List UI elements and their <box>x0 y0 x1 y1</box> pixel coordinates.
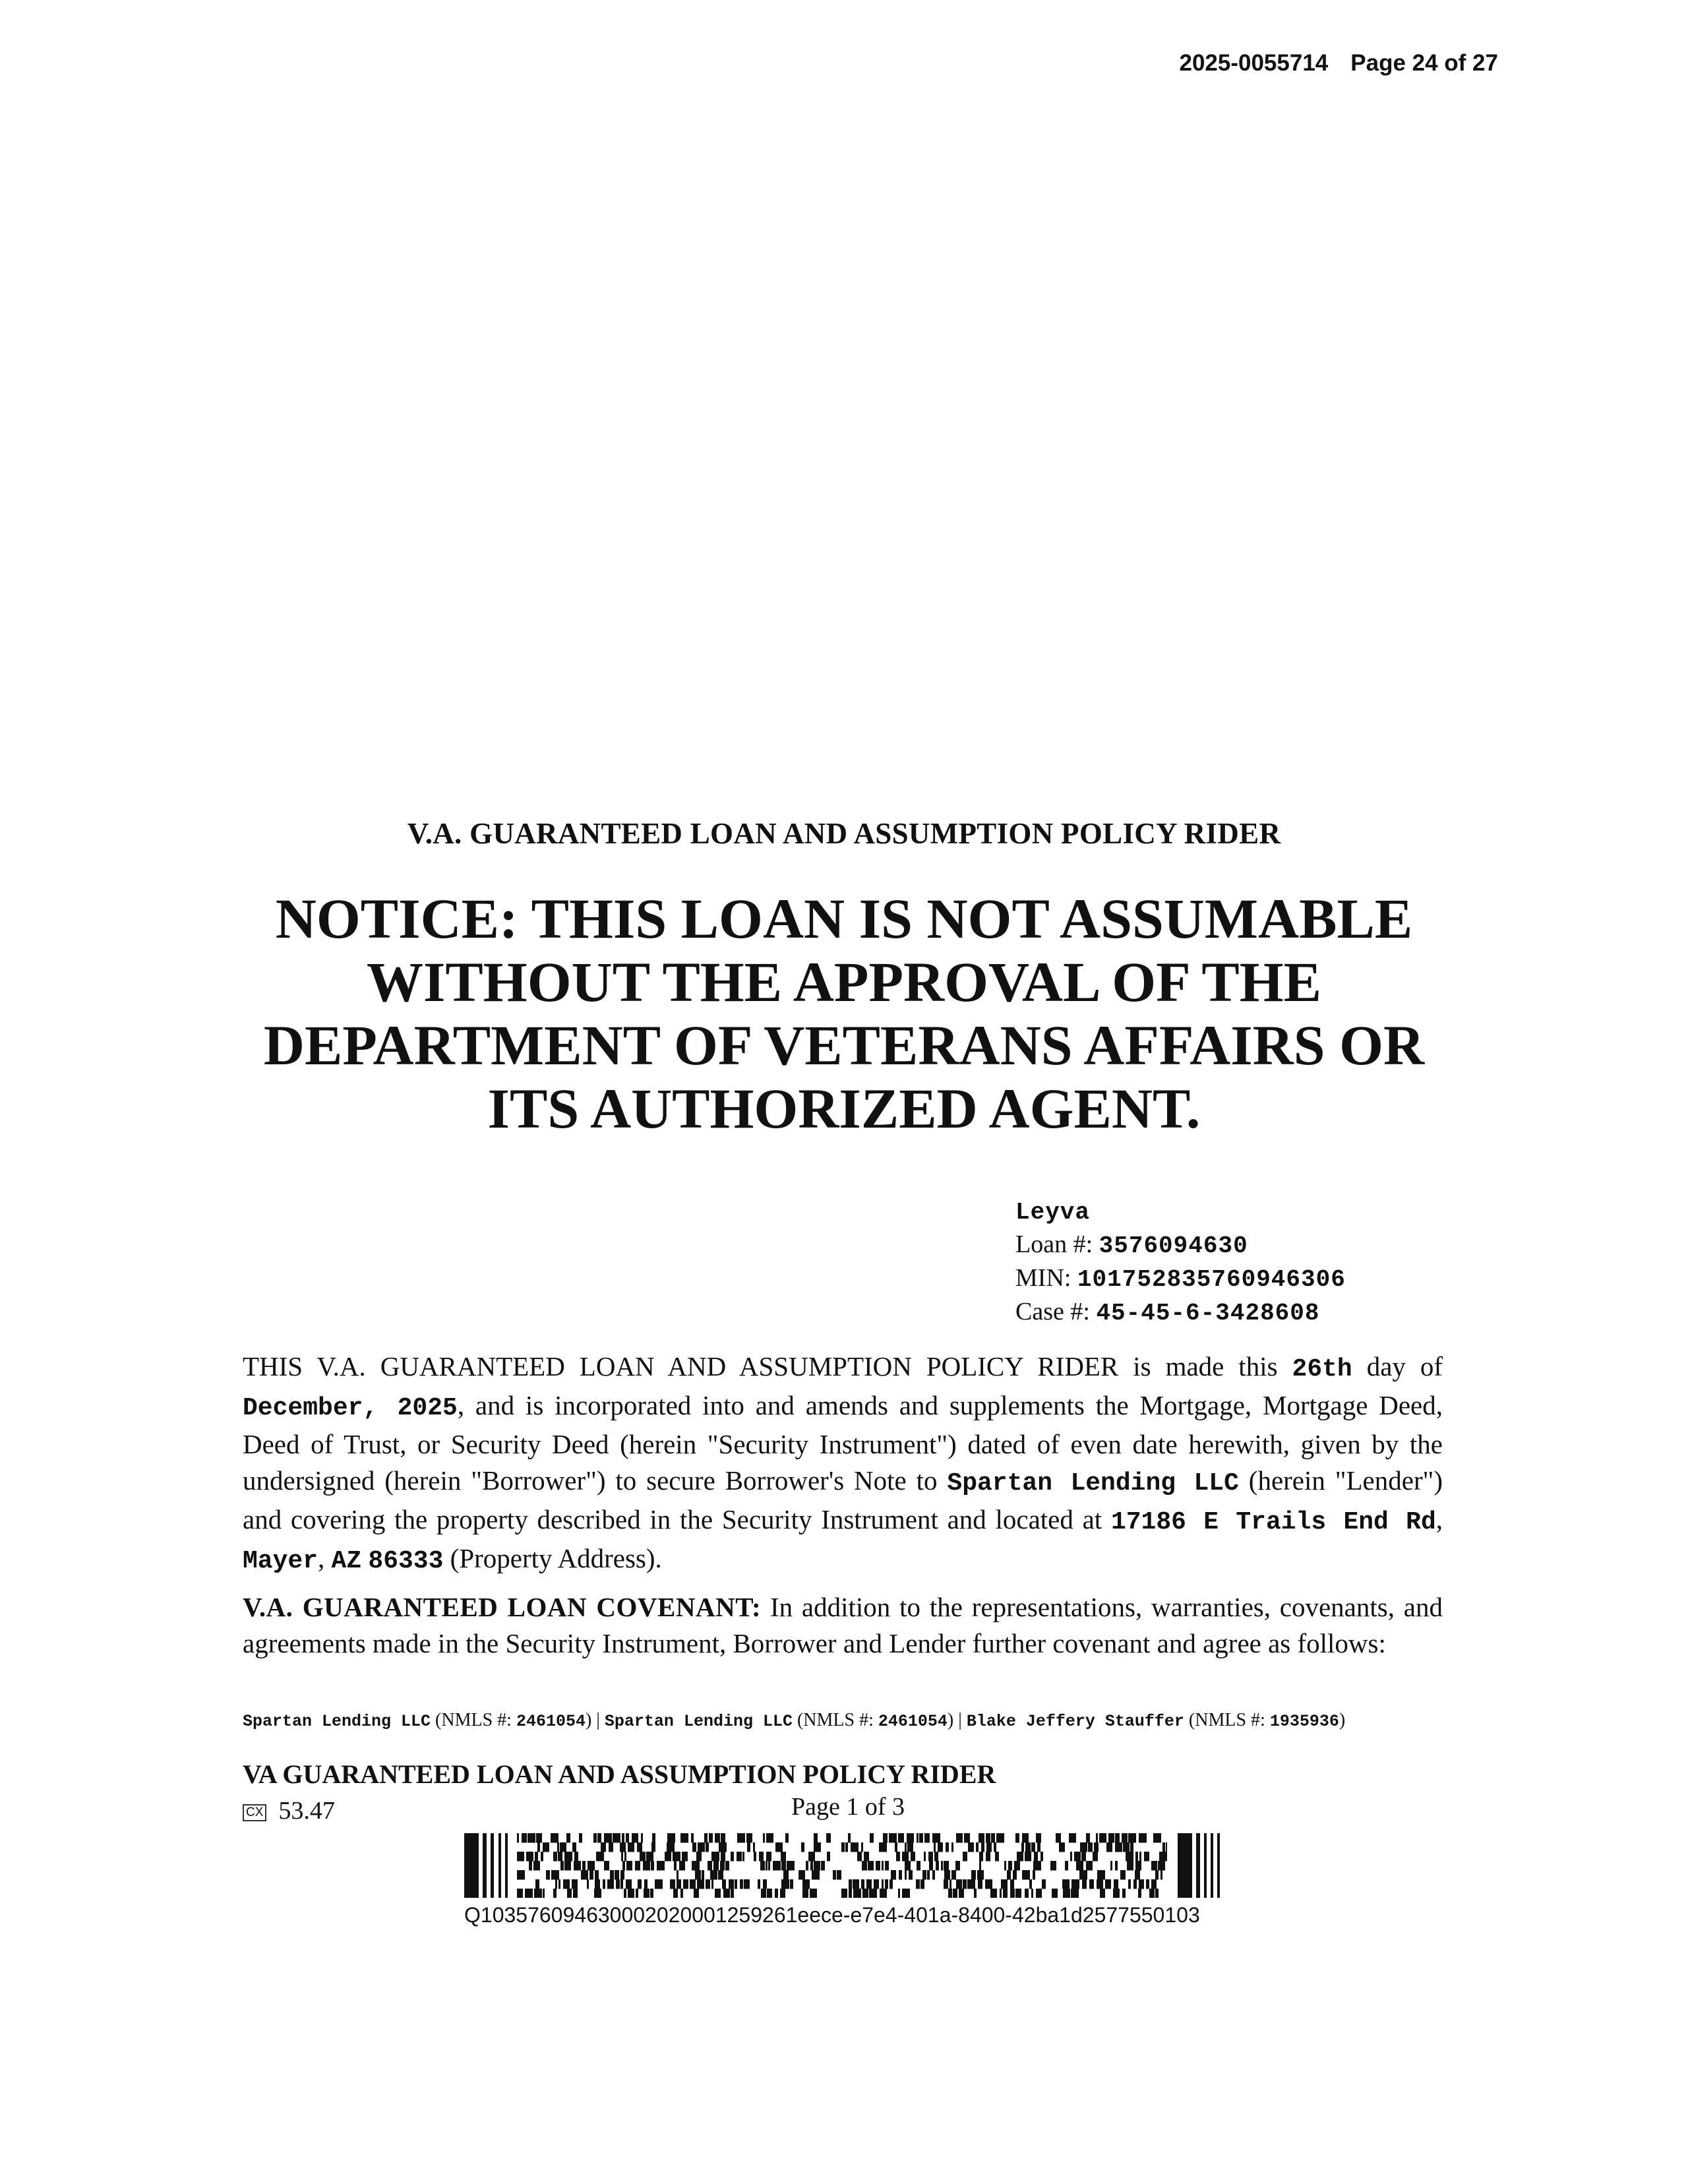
nmls-label: (NMLS #: <box>1184 1710 1270 1730</box>
loan-number: 3576094630 <box>1099 1232 1248 1259</box>
footer-title: VA GUARANTEED LOAN AND ASSUMPTION POLICY RIDER <box>243 1759 996 1789</box>
separator: ) | <box>947 1710 967 1730</box>
barcode-text: Q10357609463000202000125926​1eece-e7e4-401a-8400-42ba1d2577550103 <box>464 1903 1200 1927</box>
nmls-number: 2461054 <box>878 1712 948 1731</box>
paragraph-text: In addition to the representations, warranties, covenants, and agreements made in the Security Instrument, Borrower and Lender further covenant and agree as follows: <box>243 1592 1443 1658</box>
covenant-heading: V.A. GUARANTEED LOAN COVENANT: <box>243 1592 762 1622</box>
notice-line: ITS AUTHORIZED AGENT. <box>487 1077 1201 1140</box>
nmls-label: (NMLS #: <box>792 1710 878 1730</box>
covenant-paragraph <box>243 1589 1443 1662</box>
paragraph-text: (Property Address). <box>443 1543 662 1573</box>
case-number: 45-45-6-3428608 <box>1096 1300 1320 1327</box>
cx-logo-icon: CX <box>243 1804 266 1821</box>
notice-line: NOTICE: THIS LOAN IS NOT ASSUMABLE <box>275 887 1413 950</box>
nmls-line <box>243 1707 1443 1736</box>
property-state: AZ <box>331 1547 362 1575</box>
min-number: 101752835760946306 <box>1077 1266 1346 1293</box>
rider-month-year: December, 2025 <box>243 1394 458 1422</box>
paragraph-text: , <box>1435 1504 1443 1534</box>
company-name: Spartan Lending LLC <box>243 1712 431 1731</box>
notice-line: DEPARTMENT OF VETERANS AFFAIRS OR <box>263 1014 1425 1077</box>
document-number: 2025-0055714 <box>1179 50 1329 76</box>
nmls-number: 1935936 <box>1269 1712 1339 1731</box>
case-number-label: Case #: <box>1015 1298 1097 1325</box>
page-header <box>1179 50 1498 76</box>
paragraph-text: , <box>318 1543 332 1573</box>
paragraph-text: (herein "Lender") and covering the property described in the Security Instrument and located at <box>243 1465 1443 1534</box>
assumption-notice <box>0 887 1688 1140</box>
company-name: Spartan Lending LLC <box>604 1712 793 1731</box>
originator-name: Blake Jeffery Stauffer <box>966 1712 1184 1731</box>
property-street: 17186 E Trails End Rd <box>1110 1508 1436 1536</box>
loan-number-label: Loan #: <box>1015 1230 1099 1258</box>
rider-day: 26th <box>1292 1355 1352 1383</box>
paragraph-text: , and is incorporated into and amends and supplements the Mortgage, Mortgage Deed, Deed of Trust, or Security Deed (herein "Security Instrument") dated of even date herewith, given by the undersigned (herein "Borrower") to secure Borrower's Note to <box>243 1390 1443 1496</box>
nmls-number: 2461054 <box>516 1712 586 1731</box>
form-code <box>243 1796 335 1825</box>
borrower-name: Leyva <box>1015 1199 1091 1226</box>
notice-line: WITHOUT THE APPROVAL OF THE <box>366 950 1322 1014</box>
property-zip: 86333 <box>368 1547 444 1575</box>
paragraph-text <box>361 1543 368 1573</box>
separator: ) <box>1339 1710 1346 1730</box>
rider-intro-paragraph <box>243 1349 1443 1579</box>
form-number: 53.47 <box>278 1797 335 1825</box>
page-indicator: Page 24 of 27 <box>1350 50 1498 76</box>
page-of: Page 1 of 3 <box>791 1793 905 1821</box>
loan-info-block <box>1015 1195 1346 1329</box>
rider-title: V.A. GUARANTEED LOAN AND ASSUMPTION POLICY RIDER <box>407 817 1281 850</box>
separator: ) | <box>585 1710 605 1730</box>
paragraph-text: day of <box>1352 1351 1443 1381</box>
nmls-label: (NMLS #: <box>431 1710 516 1730</box>
property-city: Mayer <box>243 1547 318 1575</box>
paragraph-text: THIS V.A. GUARANTEED LOAN AND ASSUMPTION POLICY RIDER is made this <box>243 1351 1292 1381</box>
lender-name: Spartan Lending LLC <box>947 1469 1239 1498</box>
barcode-icon <box>464 1833 1221 1898</box>
min-label: MIN: <box>1015 1264 1077 1292</box>
footer-row <box>243 1792 1443 1825</box>
